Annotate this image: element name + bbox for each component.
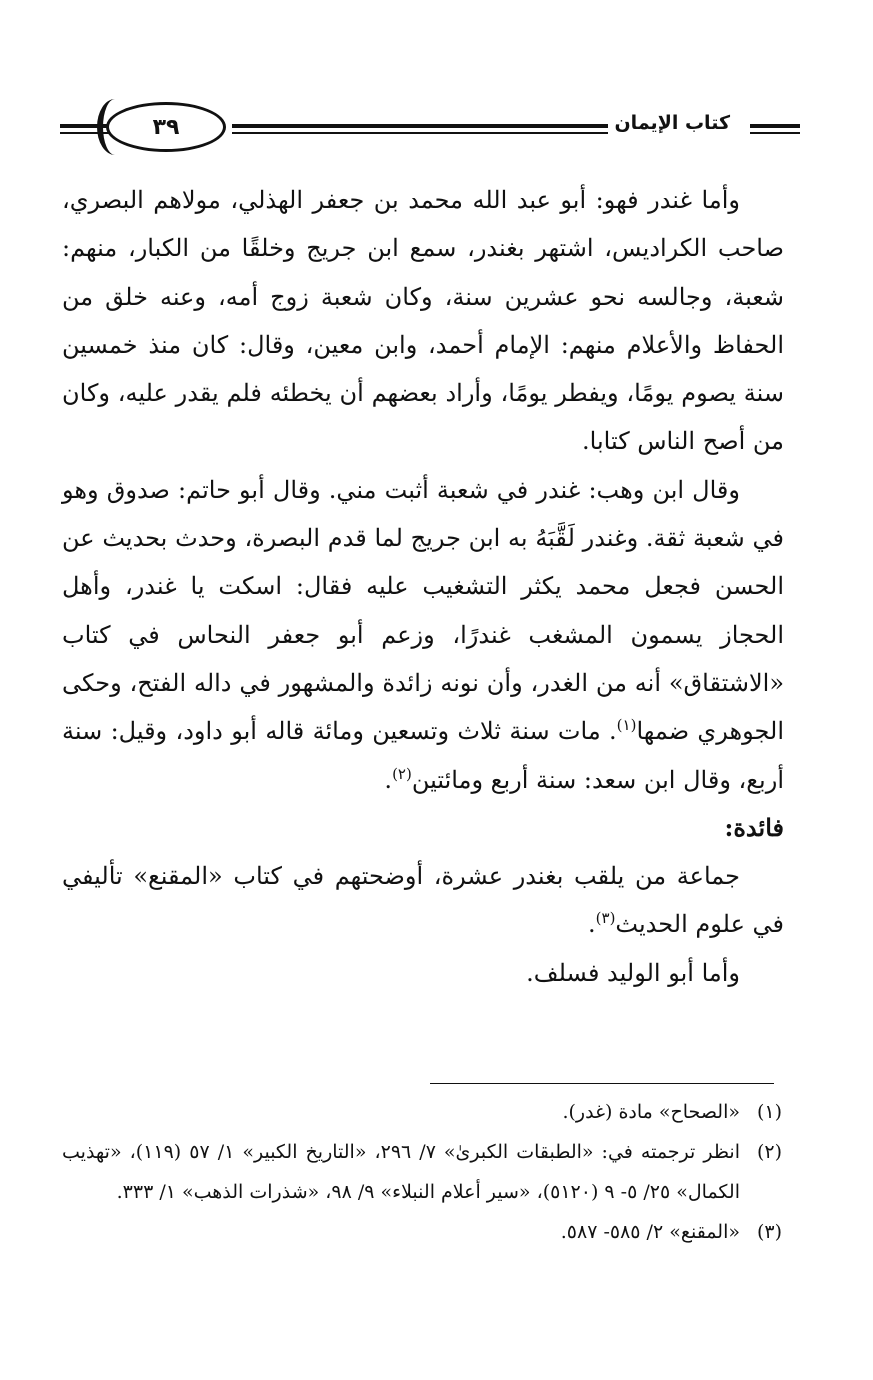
paragraph-ghundar-sayings [62, 466, 784, 804]
footnote-separator [430, 1083, 774, 1084]
header-rule-middle-thin [232, 132, 652, 134]
page-number-oval [106, 102, 226, 152]
running-head: كتاب الإيمان [608, 112, 736, 134]
paragraph-ghundar-bio: وأما غندر فهو: أبو عبد الله محمد بن جعفر الهذلي، مولاهم البصري، صاحب الكراديس، اشتهر بغندر، سمع ابن جريج وخلقًا من الكبار، منهم: شعبة، وجالسه نحو عشرين سنة، وكان شعبة زوج أمه، وعنه خلق من الحفاظ والأعلام منهم: الإمام أحمد، وابن معين، وقال: كان منذ خمسين سنة يصوم يومًا، ويفطر يومًا، وأراد بعضهم أن يخطئه فلم يقدر عليه، وكان من أصح الناس كتابا. [62, 186, 784, 456]
footnote-text: «الصحاح» مادة (غدر). [562, 1101, 740, 1123]
section-heading: فائدة: [724, 812, 784, 842]
footnote-number: (٢) [756, 1141, 782, 1163]
paragraph-end: . [384, 765, 393, 794]
main-text [62, 176, 784, 997]
page-header [60, 96, 800, 166]
paragraph-text: . مات سنة ثلاث وتسعين ومائة قاله أبو داود، وقيل: سنة أربع، وقال ابن سعد: سنة أربع ومائتين [62, 717, 784, 794]
footnote-2 [62, 1132, 782, 1212]
paragraph-text: وقال ابن وهب: غندر في شعبة أثبت مني. وقال أبو حاتم: صدوق وهو في شعبة ثقة. وغندر لَقَّبَهُ به ابن جريج لما قدم البصرة، وحدث بحديث عن الحسن فجعل محمد يكثر التشغيب عليه فقال: اسكت يا غندر، وأهل الحجاز يسمون المشغب غندرًا، وزعم أبو جعفر النحاس في كتاب «الاشتقاق» أنه من الغدر، وأن نونه زائدة والمشهور في داله الفتح، وحكى الجوهري ضمها [62, 475, 785, 746]
header-rule-right-thin [750, 132, 800, 134]
footnote-number: (١) [756, 1101, 782, 1123]
footnote-ref-3[interactable]: (٣) [595, 909, 616, 928]
header-rule-right [750, 124, 800, 128]
footnote-1 [62, 1092, 782, 1132]
footnote-ref-1[interactable]: (١) [616, 716, 637, 735]
paragraph-end: . [588, 910, 596, 939]
footnote-text: انظر ترجمته في: «الطبقات الكبرىٰ» ٧/ ٢٩٦، «التاريخ الكبير» ١/ ٥٧ (١١٩)، «تهذيب الكمال» ٢٥/ ٥- ٩ (٥١٢٠)، «سير أعلام النبلاء» ٩/ ٩٨، «شذرات الذهب» ١/ ٣٣٣. [62, 1141, 740, 1203]
paragraph-faida [62, 852, 784, 949]
paragraph-abu-al-walid: وأما أبو الوليد فسلف. [526, 958, 740, 987]
header-rule-middle [232, 124, 652, 128]
paragraph-text: جماعة من يلقب بغندر عشرة، أوضحتهم في كتاب «المقنع» تأليفي في علوم الحديث [62, 862, 784, 939]
footnote-text: «المقنع» ٢/ ٥٨٥- ٥٨٧. [560, 1221, 740, 1243]
footnote-number: (٣) [756, 1221, 782, 1243]
footnote-3 [62, 1212, 782, 1252]
page-number: ٣٩ [152, 114, 180, 140]
footnotes [62, 1092, 782, 1252]
footnote-ref-2[interactable]: (٢) [392, 764, 412, 783]
